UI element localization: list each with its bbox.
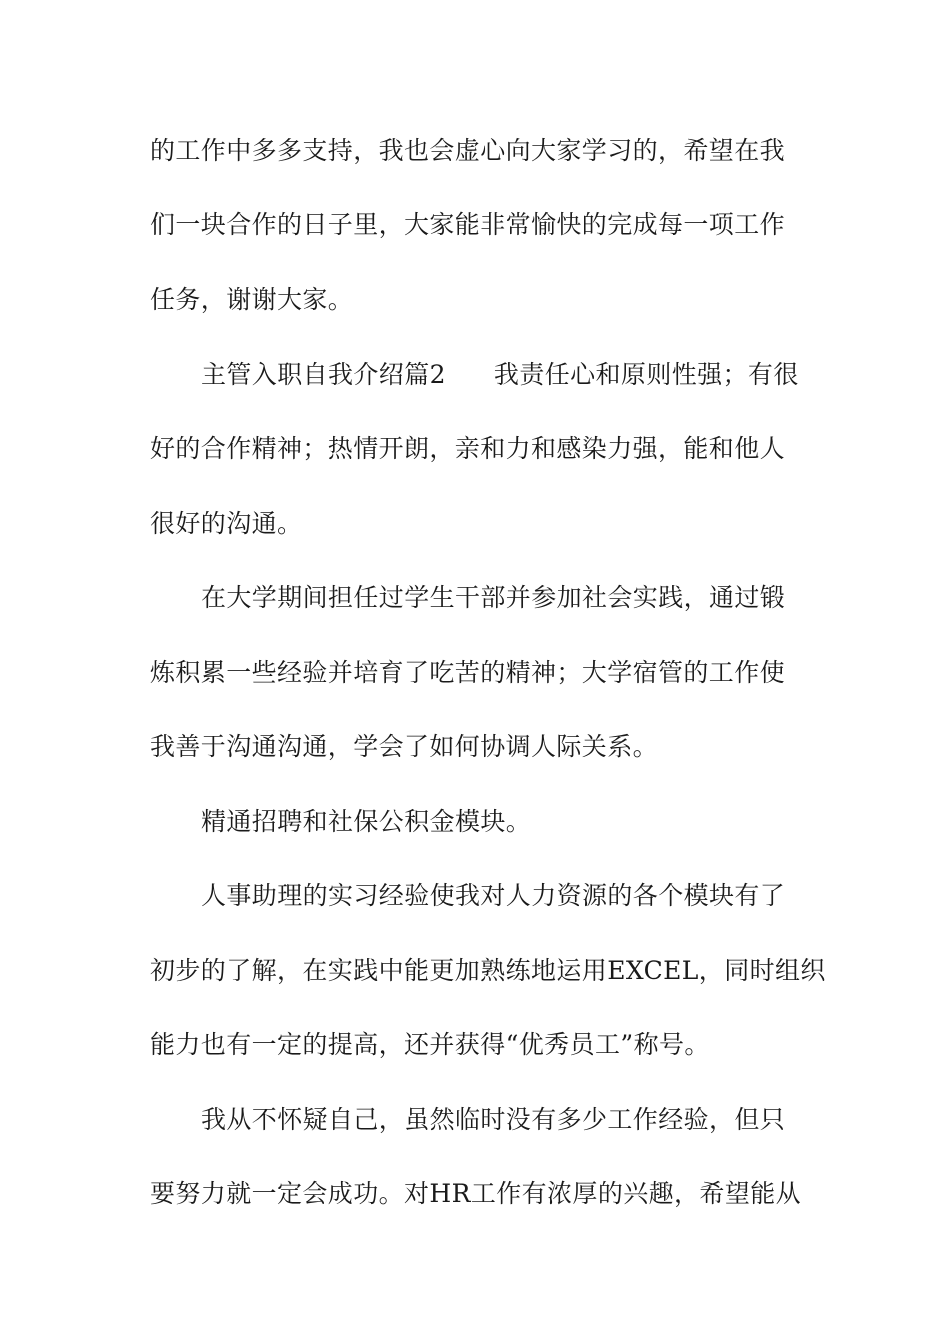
text-line: 精通招聘和社保公积金模块。 <box>201 807 532 836</box>
text-line: 好的合作精神；热情开朗，亲和力和感染力强，能和他人 <box>150 434 786 463</box>
text-line: 的工作中多多支持，我也会虚心向大家学习的，希望在我 <box>150 136 786 165</box>
section-heading: 主管入职自我介绍篇2 <box>201 360 446 389</box>
text-line: 们一块合作的日子里，大家能非常愉快的完成每一项工作 <box>150 210 786 239</box>
text-line: 炼积累一些经验并培育了吃苦的精神；大学宿管的工作使 <box>150 658 786 687</box>
section-heading-line <box>201 358 799 392</box>
text-line: 我从不怀疑自己，虽然临时没有多少工作经验，但只 <box>201 1105 786 1134</box>
text-line: 任务，谢谢大家。 <box>150 285 354 314</box>
text-line: 我责任心和原则性强；有很 <box>493 360 799 389</box>
text-line: 在大学期间担任过学生干部并参加社会实践，通过锻 <box>201 583 786 612</box>
text-line: 初步的了解，在实践中能更加熟练地运用EXCEL，同时组织 <box>150 956 826 985</box>
text-line: 我善于沟通沟通，学会了如何协调人际关系。 <box>150 732 659 761</box>
text-line: 要努力就一定会成功。对HR工作有浓厚的兴趣，希望能从 <box>150 1179 802 1208</box>
text-line: 很好的沟通。 <box>150 509 303 538</box>
text-line: 人事助理的实习经验使我对人力资源的各个模块有了 <box>201 881 786 910</box>
text-line: 能力也有一定的提高，还并获得“优秀员工”称号。 <box>150 1030 710 1059</box>
